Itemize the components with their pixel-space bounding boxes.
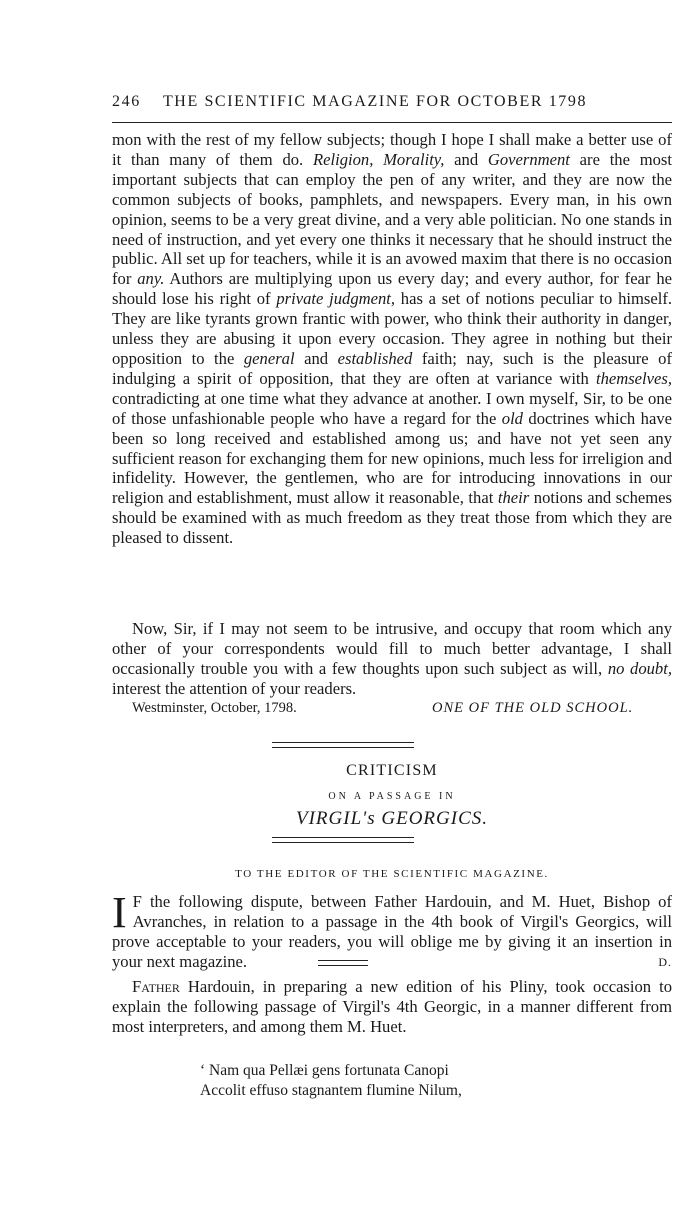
paragraph-3-text: Hardouin, in preparing a new edition of his Pliny, took occasion to explain the following passage of Virgil's 4th Georgic, in a manner different from most interpreters, and among them M. Huet. [112, 977, 672, 1036]
page-number: 246 [112, 93, 141, 110]
text-run: and [294, 348, 338, 368]
paragraph-2 [112, 619, 672, 699]
quote-line-1: ‘ Nam qua Pellæi gens fortunata Canopi [200, 1062, 449, 1079]
text-run: notions and schemes should be examined with as much freedom as they treat those from which they are pleased to dissent. [112, 488, 672, 548]
italic-run: established [337, 348, 413, 368]
short-rule [318, 960, 368, 961]
italic-run: no doubt, [607, 658, 672, 678]
article-subheading: ON A PASSAGE IN [328, 791, 456, 802]
running-title: THE SCIENTIFIC MAGAZINE FOR OCTOBER 1798 [162, 93, 588, 110]
text-run: and [444, 149, 488, 169]
signature: ONE OF THE OLD SCHOOL. [432, 700, 634, 716]
place-date: Westminster, October, 1798. [132, 700, 297, 716]
italic-run: Government [487, 149, 570, 169]
header-rule [112, 122, 672, 123]
italic-run: their [497, 488, 530, 508]
paragraph-1 [112, 130, 672, 548]
text-run: doctrines which have been so long received and established among us; and have not yet seen any sufficient reason for exchanging them for new opinions, much less for irreligion and infidelity. However, the gentlemen, who are for introducing innovations in our religion and establishment, must allow it reasonable, that [112, 408, 672, 508]
quote-line-2: Accolit effuso stagnantem flumine Nilum, [200, 1082, 462, 1099]
title-rule-2 [272, 842, 414, 843]
running-head [112, 93, 672, 111]
text-run: mon with the rest of my fellow subjects; though I hope I shall make a better use of it than many of them do. [112, 130, 672, 169]
paragraph-3-lead: Father [132, 977, 180, 996]
italic-run: any. [137, 269, 165, 289]
italic-run: general [243, 348, 295, 368]
article-title: VIRGIL's GEORGICS. [296, 808, 488, 829]
text-run: Authors are multiplying upon us every day; and every author, for fear he should lose his right of [112, 269, 672, 309]
text-run: faith; nay, such is the pleasure of indulging a spirit of opposition, that they are often at variance with [112, 348, 672, 388]
text-run: contradicting at one time what they advance at another. I own myself, Sir, to be one of those unfashionable people who have a regard for the [112, 388, 672, 428]
italic-run: Religion, Morality, [312, 149, 445, 169]
italic-run: themselves, [595, 368, 672, 388]
text-run: are the most important subjects that can employ the pen of any writer, and they are now the common subjects of books, pamphlets, and newspapers. Every man, in his own opinion, seems to be a very great divine, and a very able politician. No one stands in need of instruction, and yet every one thinks it necessary that he should instruct the public. All set up for teachers, while it is an avowed maxim that there is no occasion for [112, 149, 672, 289]
paragraph-3 [112, 977, 672, 1037]
italic-run: private judgment, [276, 289, 396, 309]
title-rule [272, 837, 414, 838]
text-run: has a set of notions peculiar to himself. They are like tyrants grown frantic with power, who think their authority in danger, unless they are abusing it upon every occasion. They agree in nothing but their opposition to the [112, 289, 672, 368]
intro-letter-text: F the following dispute, between Father Hardouin, and M. Huet, Bishop of Avranches, in relation to a passage in the 4th book of Virgil's Georgics, will prove acceptable to your readers, you will oblige me by giving it an insertion in your next magazine. [112, 892, 672, 971]
intro-letter [112, 888, 672, 972]
text-run: interest the attention of your readers. [112, 678, 357, 698]
editor-address: TO THE EDITOR OF THE SCIENTIFIC MAGAZINE. [235, 868, 549, 880]
paragraph-1-text [112, 130, 672, 548]
text-run: Now, Sir, if I may not seem to be intrusive, and occupy that room which any other of your correspondents would fill to much better advantage, I shall occasionally trouble you with a few thoughts upon such subject as will, [112, 619, 672, 678]
paragraph-2-text [112, 619, 672, 699]
section-rule-top [272, 742, 414, 743]
article-heading: CRITICISM [346, 762, 438, 779]
letter-initial: D. [658, 955, 672, 969]
short-rule-2 [318, 965, 368, 966]
section-rule-top-2 [272, 747, 414, 748]
italic-run: old [501, 408, 523, 428]
drop-cap: I [112, 888, 127, 937]
